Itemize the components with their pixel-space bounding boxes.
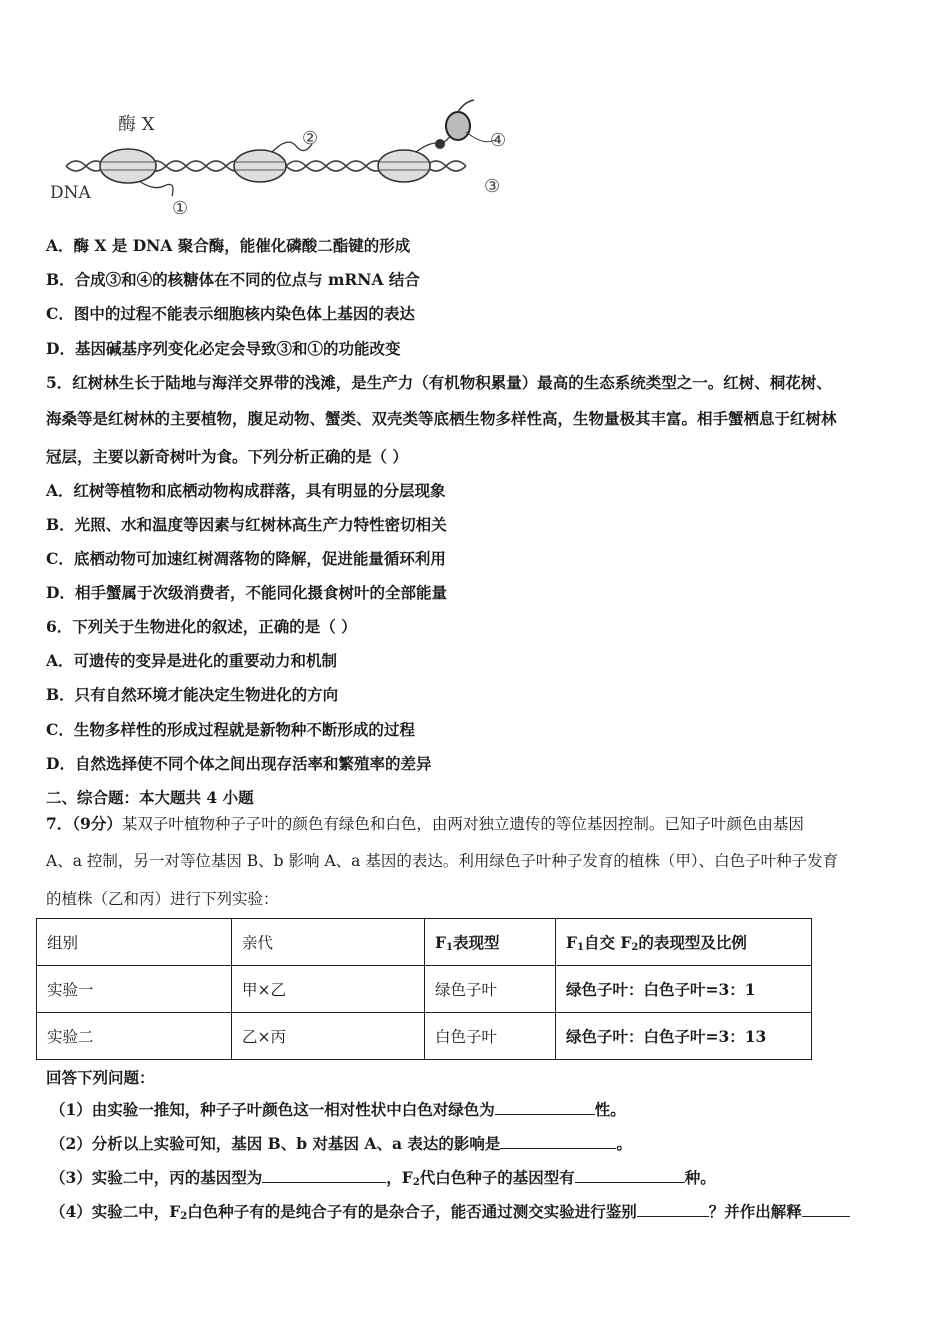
table-header-cell: 组别 <box>37 919 232 966</box>
q7-line1-text: 某双子叶植物种子子叶的颜色有绿色和白色，由两对独立遗传的等位基因控制。已知子叶颜色由基因 <box>121 815 804 833</box>
table-cell: 实验一 <box>37 966 232 1013</box>
q7-score: （9分） <box>72 814 122 833</box>
label-enzyme-x: 酶 X <box>118 114 155 135</box>
q4-option-d: D．基因碱基序列变化必定会导致③和①的功能改变 <box>46 339 401 358</box>
ribosome <box>446 112 470 140</box>
enzyme-x <box>100 149 156 183</box>
table-cell: 甲×乙 <box>232 966 425 1013</box>
table-header-cell: $F_1$表现型 <box>425 919 556 966</box>
experiment-table <box>36 918 812 1060</box>
q5-option-d: D．相手蟹属于次级消费者，不能同化摄食树叶的全部能量 <box>46 583 447 602</box>
answer-blank[interactable] <box>262 1168 386 1183</box>
table-cell: 乙×丙 <box>232 1013 425 1060</box>
table-header-cell: $F_1$自交 $F_2$的表现型及比例 <box>556 919 812 966</box>
q7-stem-line3: 的植株（乙和丙）进行下列实验： <box>46 890 279 908</box>
mrna-1 <box>139 181 173 196</box>
q4-option-a: A．酶 X 是 DNA 聚合酶，能催化磷酸二酯键的形成 <box>46 236 411 255</box>
answer-blank[interactable] <box>500 1134 616 1149</box>
table-cell: 绿色子叶 <box>425 966 556 1013</box>
table-cell: 绿色子叶：白色子叶=3：13 <box>556 1013 812 1060</box>
label-1: ① <box>172 198 189 219</box>
q6-option-a: A．可遗传的变异是进化的重要动力和机制 <box>46 651 338 670</box>
table-row <box>37 1013 812 1060</box>
q4-option-b: B．合成③和④的核糖体在不同的位点与 mRNA 结合 <box>46 270 420 289</box>
label-dna: DNA <box>50 183 91 203</box>
sub-question-3: （3）实验二中，丙的基因型为 ，$F_2$代白色种子的基因型有 种。 <box>50 1168 716 1188</box>
table-cell: 实验二 <box>37 1013 232 1060</box>
table-header-cell: 亲代 <box>232 919 425 966</box>
sub-question-2: （2）分析以上实验可知，基因 B、b 对基因 A、a 表达的影响是 。 <box>50 1134 632 1153</box>
q6-option-c: C．生物多样性的形成过程就是新物种不断形成的过程 <box>46 720 415 739</box>
q4-option-c: C．图中的过程不能表示细胞核内染色体上基因的表达 <box>46 304 415 323</box>
q5-stem-line3: 冠层，主要以新奇树叶为食。下列分析正确的是（ ） <box>46 447 408 466</box>
answer-blank[interactable] <box>495 1100 595 1115</box>
q6-option-d: D．自然选择使不同个体之间出现存活率和繁殖率的差异 <box>46 754 432 773</box>
enzyme-x-3 <box>378 150 430 182</box>
q7-stem-line2: A、a 控制，另一对等位基因 B、b 影响 A、a 基因的表达。利用绿色子叶种子发育的植株（甲）、白色子叶种子发育 <box>46 852 839 870</box>
label-3: ③ <box>484 176 501 197</box>
q6-stem: 6．下列关于生物进化的叙述，正确的是（ ） <box>46 617 357 636</box>
q7-number: 7． <box>46 814 73 833</box>
q5-stem-line1: 5．红树林生长于陆地与海洋交界带的浅滩，是生产力（有机物积累量）最高的生态系统类型之一。红树、桐花树、 <box>46 373 832 392</box>
table-cell: 白色子叶 <box>425 1013 556 1060</box>
table-header-row <box>37 919 812 966</box>
q5-stem-line2: 海桑等是红树林的主要植物，腹足动物、蟹类、双壳类等底栖生物多样性高，生物量极其丰富。相手蟹栖息于红树林 <box>46 409 837 428</box>
answer-blank[interactable] <box>802 1202 850 1217</box>
answer-blank[interactable] <box>575 1168 685 1183</box>
table-cell: 绿色子叶：白色子叶=3：1 <box>556 966 812 1013</box>
enzyme-x-2 <box>234 150 286 182</box>
q6-option-b: B．只有自然环境才能决定生物进化的方向 <box>46 685 339 704</box>
polypeptide <box>458 100 474 112</box>
transcription-translation-diagram <box>44 96 524 224</box>
q7-stem-line1 <box>46 814 804 834</box>
answer-blank[interactable] <box>637 1202 709 1217</box>
label-2: ② <box>302 128 319 149</box>
sub-question-1: （1）由实验一推知，种子子叶颜色这一相对性状中白色对绿色为 性。 <box>50 1100 626 1119</box>
label-4: ④ <box>490 130 507 151</box>
q5-option-a: A．红树等植物和底栖动物构成群落，具有明显的分层现象 <box>46 481 446 500</box>
q5-option-b: B．光照、水和温度等因素与红树林高生产力特性密切相关 <box>46 515 447 534</box>
sub-question-4: （4）实验二中，$F_2$白色种子有的是纯合子有的是杂合子，能否通过测交实验进行鉴别 ？并作出解释 <box>50 1202 850 1227</box>
section-heading: 二、综合题：本大题共 4 小题 <box>46 788 254 807</box>
table-row <box>37 966 812 1013</box>
q5-option-c: C．底栖动物可加速红树凋落物的降解，促进能量循环利用 <box>46 549 446 568</box>
answer-intro: 回答下列问题： <box>46 1068 155 1087</box>
